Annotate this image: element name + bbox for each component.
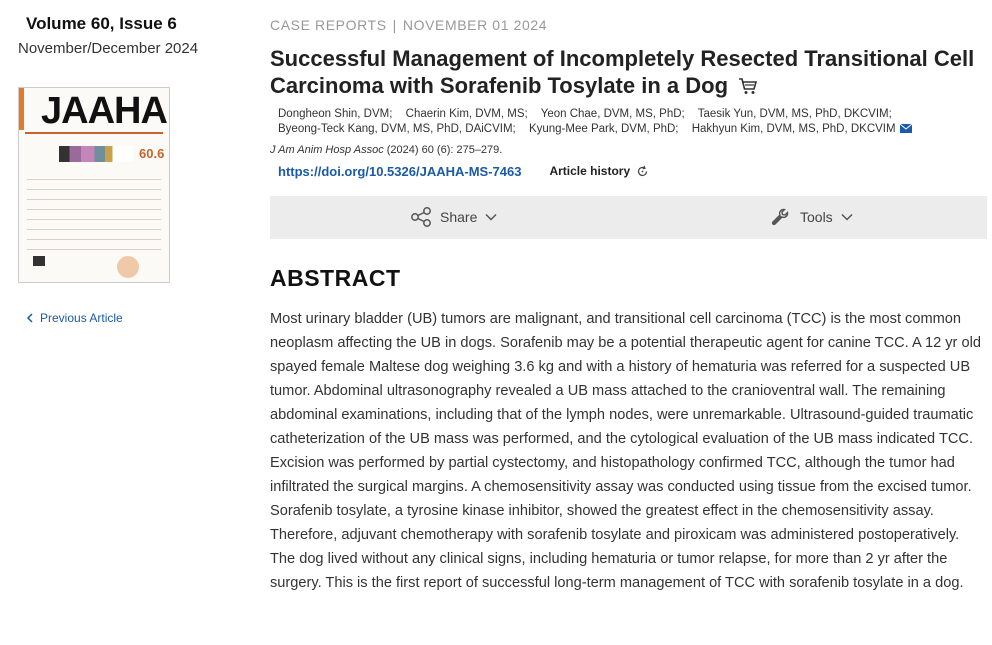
author-link[interactable]: Yeon Chae, DVM, MS, PhD; bbox=[540, 107, 685, 120]
issue-date: November/December 2024 bbox=[18, 40, 199, 57]
issue-panel bbox=[18, 14, 218, 325]
article-title bbox=[270, 45, 988, 101]
author-list bbox=[278, 107, 988, 137]
chevron-down-icon bbox=[841, 213, 853, 221]
doi-row bbox=[278, 164, 988, 179]
email-icon[interactable] bbox=[900, 124, 912, 133]
author-link[interactable]: Byeong-Teck Kang, DVM, MS, PhD, DAiCVIM; bbox=[278, 122, 516, 135]
tools-label: Tools bbox=[800, 209, 833, 226]
cover-image-band bbox=[59, 146, 133, 162]
volume-title[interactable]: Volume 60, Issue 6 bbox=[26, 14, 177, 33]
journal-name: J Am Anim Hosp Assoc bbox=[270, 143, 384, 156]
author-link[interactable]: Taesik Yun, DVM, MS, PhD, DKCVIM; bbox=[697, 107, 892, 120]
cover-stripe bbox=[19, 88, 24, 130]
article-toolbar bbox=[270, 196, 987, 239]
doi-link[interactable]: https://doi.org/10.5326/JAAHA-MS-7463 bbox=[278, 163, 522, 179]
cover-toc bbox=[27, 170, 161, 259]
article-category: CASE REPORTS bbox=[270, 17, 387, 33]
cover-issue-number: 60.6 bbox=[139, 146, 165, 161]
share-label: Share bbox=[440, 209, 478, 226]
wrench-icon bbox=[770, 207, 792, 227]
article-main bbox=[270, 0, 988, 595]
history-icon bbox=[636, 165, 649, 178]
journal-cover[interactable] bbox=[18, 87, 170, 283]
article-kicker bbox=[270, 17, 988, 33]
cart-icon[interactable] bbox=[738, 74, 758, 101]
abstract-heading: ABSTRACT bbox=[270, 264, 401, 291]
share-icon bbox=[410, 207, 432, 227]
cover-rule bbox=[25, 132, 163, 134]
author-link[interactable]: Kyung-Mee Park, DVM, PhD; bbox=[528, 122, 679, 135]
chevron-down-icon bbox=[485, 213, 497, 221]
citation bbox=[270, 144, 988, 156]
previous-article-label: Previous Article bbox=[40, 311, 123, 325]
chevron-left-icon bbox=[26, 313, 34, 323]
kicker-separator: | bbox=[392, 17, 397, 33]
author-link[interactable]: Hakhyun Kim, DVM, MS, PhD, DKCVIM bbox=[691, 122, 896, 135]
author-link[interactable]: Chaerin Kim, DVM, MS; bbox=[405, 107, 528, 120]
citation-details: (2024) 60 (6): 275–279. bbox=[386, 143, 503, 156]
cover-logo: JAAHA bbox=[41, 90, 167, 132]
article-history-label: Article history bbox=[549, 164, 631, 179]
previous-article-link[interactable] bbox=[26, 311, 218, 325]
share-button[interactable] bbox=[410, 196, 497, 239]
tools-button[interactable] bbox=[770, 196, 853, 239]
author-link[interactable]: Dongheon Shin, DVM; bbox=[278, 107, 393, 120]
abstract-text: Most urinary bladder (UB) tumors are malignant, and transitional cell carcinoma (TCC) is the most common neoplasm affecting the UB in dogs. Sorafenib may be a potential therapeutic agent for canine TCC. A 12 yr old spayed female Maltese dog weighing 3.6 kg and with a history of hematuria was referred for a suspected UB tumor. Abdominal ultrasonography revealed a UB mass attached to the cranioventral wall. The remaining abdominal examinations, including that of the lymph nodes, were unremarkable. Ultrasound-guided traumatic catheterization of the UB mass was performed, and the cytological evaluation of the UB mass indicated TCC. Excision was performed by partial cystectomy, and histopathology confirmed TCC, although the tumor had infiltrated the surgical margins. A chemosensitivity assay was conducted using tissue from the excised tumor. Sorafenib tosylate, a tyrosine kinase inhibitor, showed the greatest effect in the chemosensitivity assay. Therefore, adjuvant chemotherapy with sorafenib tosylate and piroxicam was administered postoperatively. The dog lived without any clinical signs, including hematuria or tumor relapse, for more than 2 yr after the surgery. This is the first report of successful long-term management of TCC with sorafenib tosylate in a dog. bbox=[270, 310, 981, 591]
cover-publisher-mark bbox=[33, 256, 45, 266]
article-history-button[interactable] bbox=[549, 164, 649, 178]
article-date: NOVEMBER 01 2024 bbox=[402, 17, 548, 33]
article-title-text: Successful Management of Incompletely Resected Transitional Cell Carcinoma with Sorafenib Tosylate in a Dog bbox=[270, 46, 975, 98]
cover-badge bbox=[117, 256, 139, 278]
